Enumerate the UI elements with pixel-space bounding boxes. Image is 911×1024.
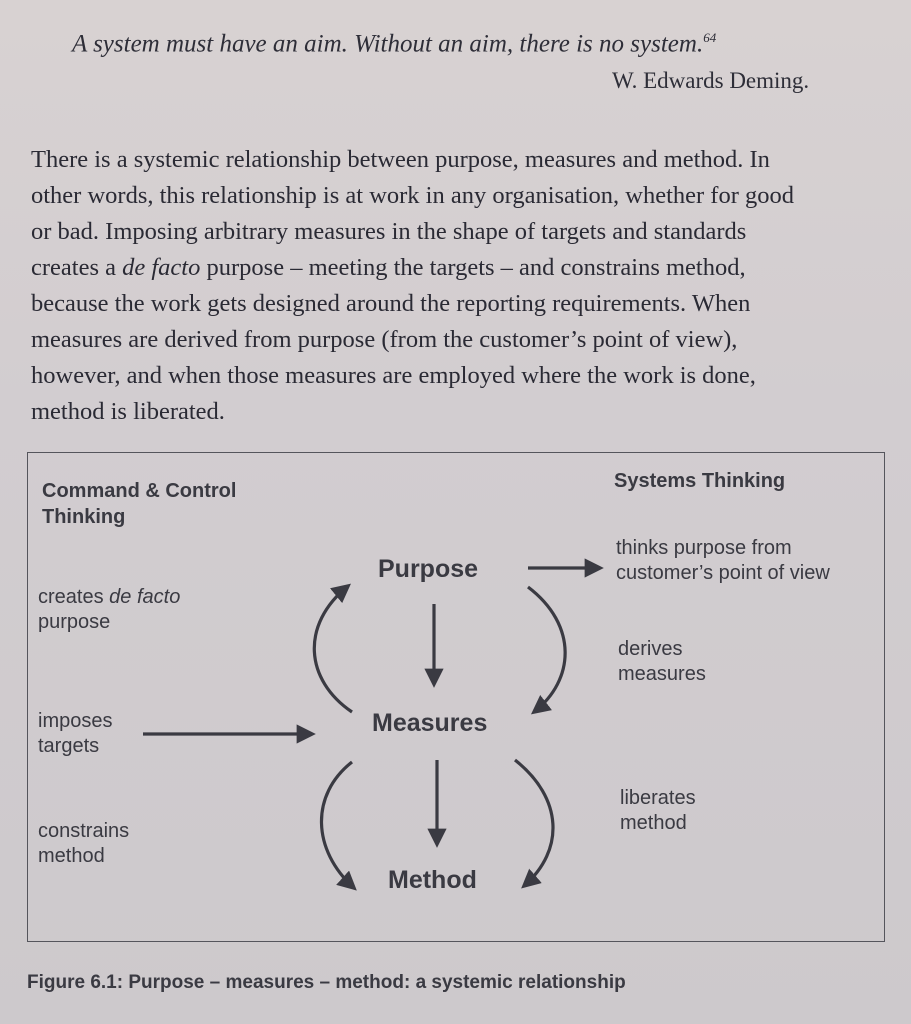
epigraph-quote-text: A system must have an aim. Without an aim, there is no system. [72, 30, 704, 58]
arrow-measures-to-method-right-curve [515, 760, 553, 886]
paragraph-line: because the work gets designed around the reporting requirements. When [31, 290, 751, 317]
paragraph-line: There is a systemic relationship between purpose, measures and method. In [31, 146, 770, 173]
label-constrains-method: constrains method [38, 820, 130, 867]
node-purpose: Purpose [378, 555, 479, 583]
node-method: Method [388, 866, 477, 894]
paragraph-line: method is liberated. [31, 398, 225, 425]
paragraph-line-part: purpose – meeting the targets – and constrains method, [200, 254, 746, 281]
paragraph-line: or bad. Imposing arbitrary measures in the shape of targets and standards [31, 218, 747, 245]
paragraph-line: measures are derived from purpose (from the customer’s point of view), [31, 326, 738, 353]
paragraph-line: however, and when those measures are employed where the work is done, [31, 362, 756, 389]
label-imposes-targets: imposes targets [38, 710, 113, 757]
label-liberates-method: liberates method [620, 787, 696, 834]
label-thinks-purpose: thinks purpose from customer’s point of view [616, 537, 830, 584]
label-creates-prefix: creates [38, 586, 110, 608]
right-heading: Systems Thinking [614, 470, 786, 492]
paragraph-line-part: creates a [31, 254, 123, 281]
arrow-measures-to-purpose-curve [314, 586, 352, 712]
figure-caption: Figure 6.1: Purpose – measures – method: a systemic relationship [27, 972, 626, 993]
label-creates-suffix: purpose [38, 611, 111, 633]
arrow-purpose-to-measures-curve [528, 587, 565, 712]
arrow-measures-to-method-left-curve [321, 762, 354, 888]
label-creates-italic: de facto [109, 586, 181, 608]
node-measures: Measures [372, 709, 488, 737]
left-heading: Command & Control Thinking [42, 480, 237, 528]
footnote-ref: 64 [703, 30, 717, 45]
epigraph-author: W. Edwards Deming. [612, 68, 810, 93]
paragraph-italic-phrase: de facto [122, 254, 201, 281]
label-derives-measures: derives measures [618, 638, 706, 685]
paragraph-line: other words, this relationship is at work in any organisation, whether for good [31, 182, 794, 209]
